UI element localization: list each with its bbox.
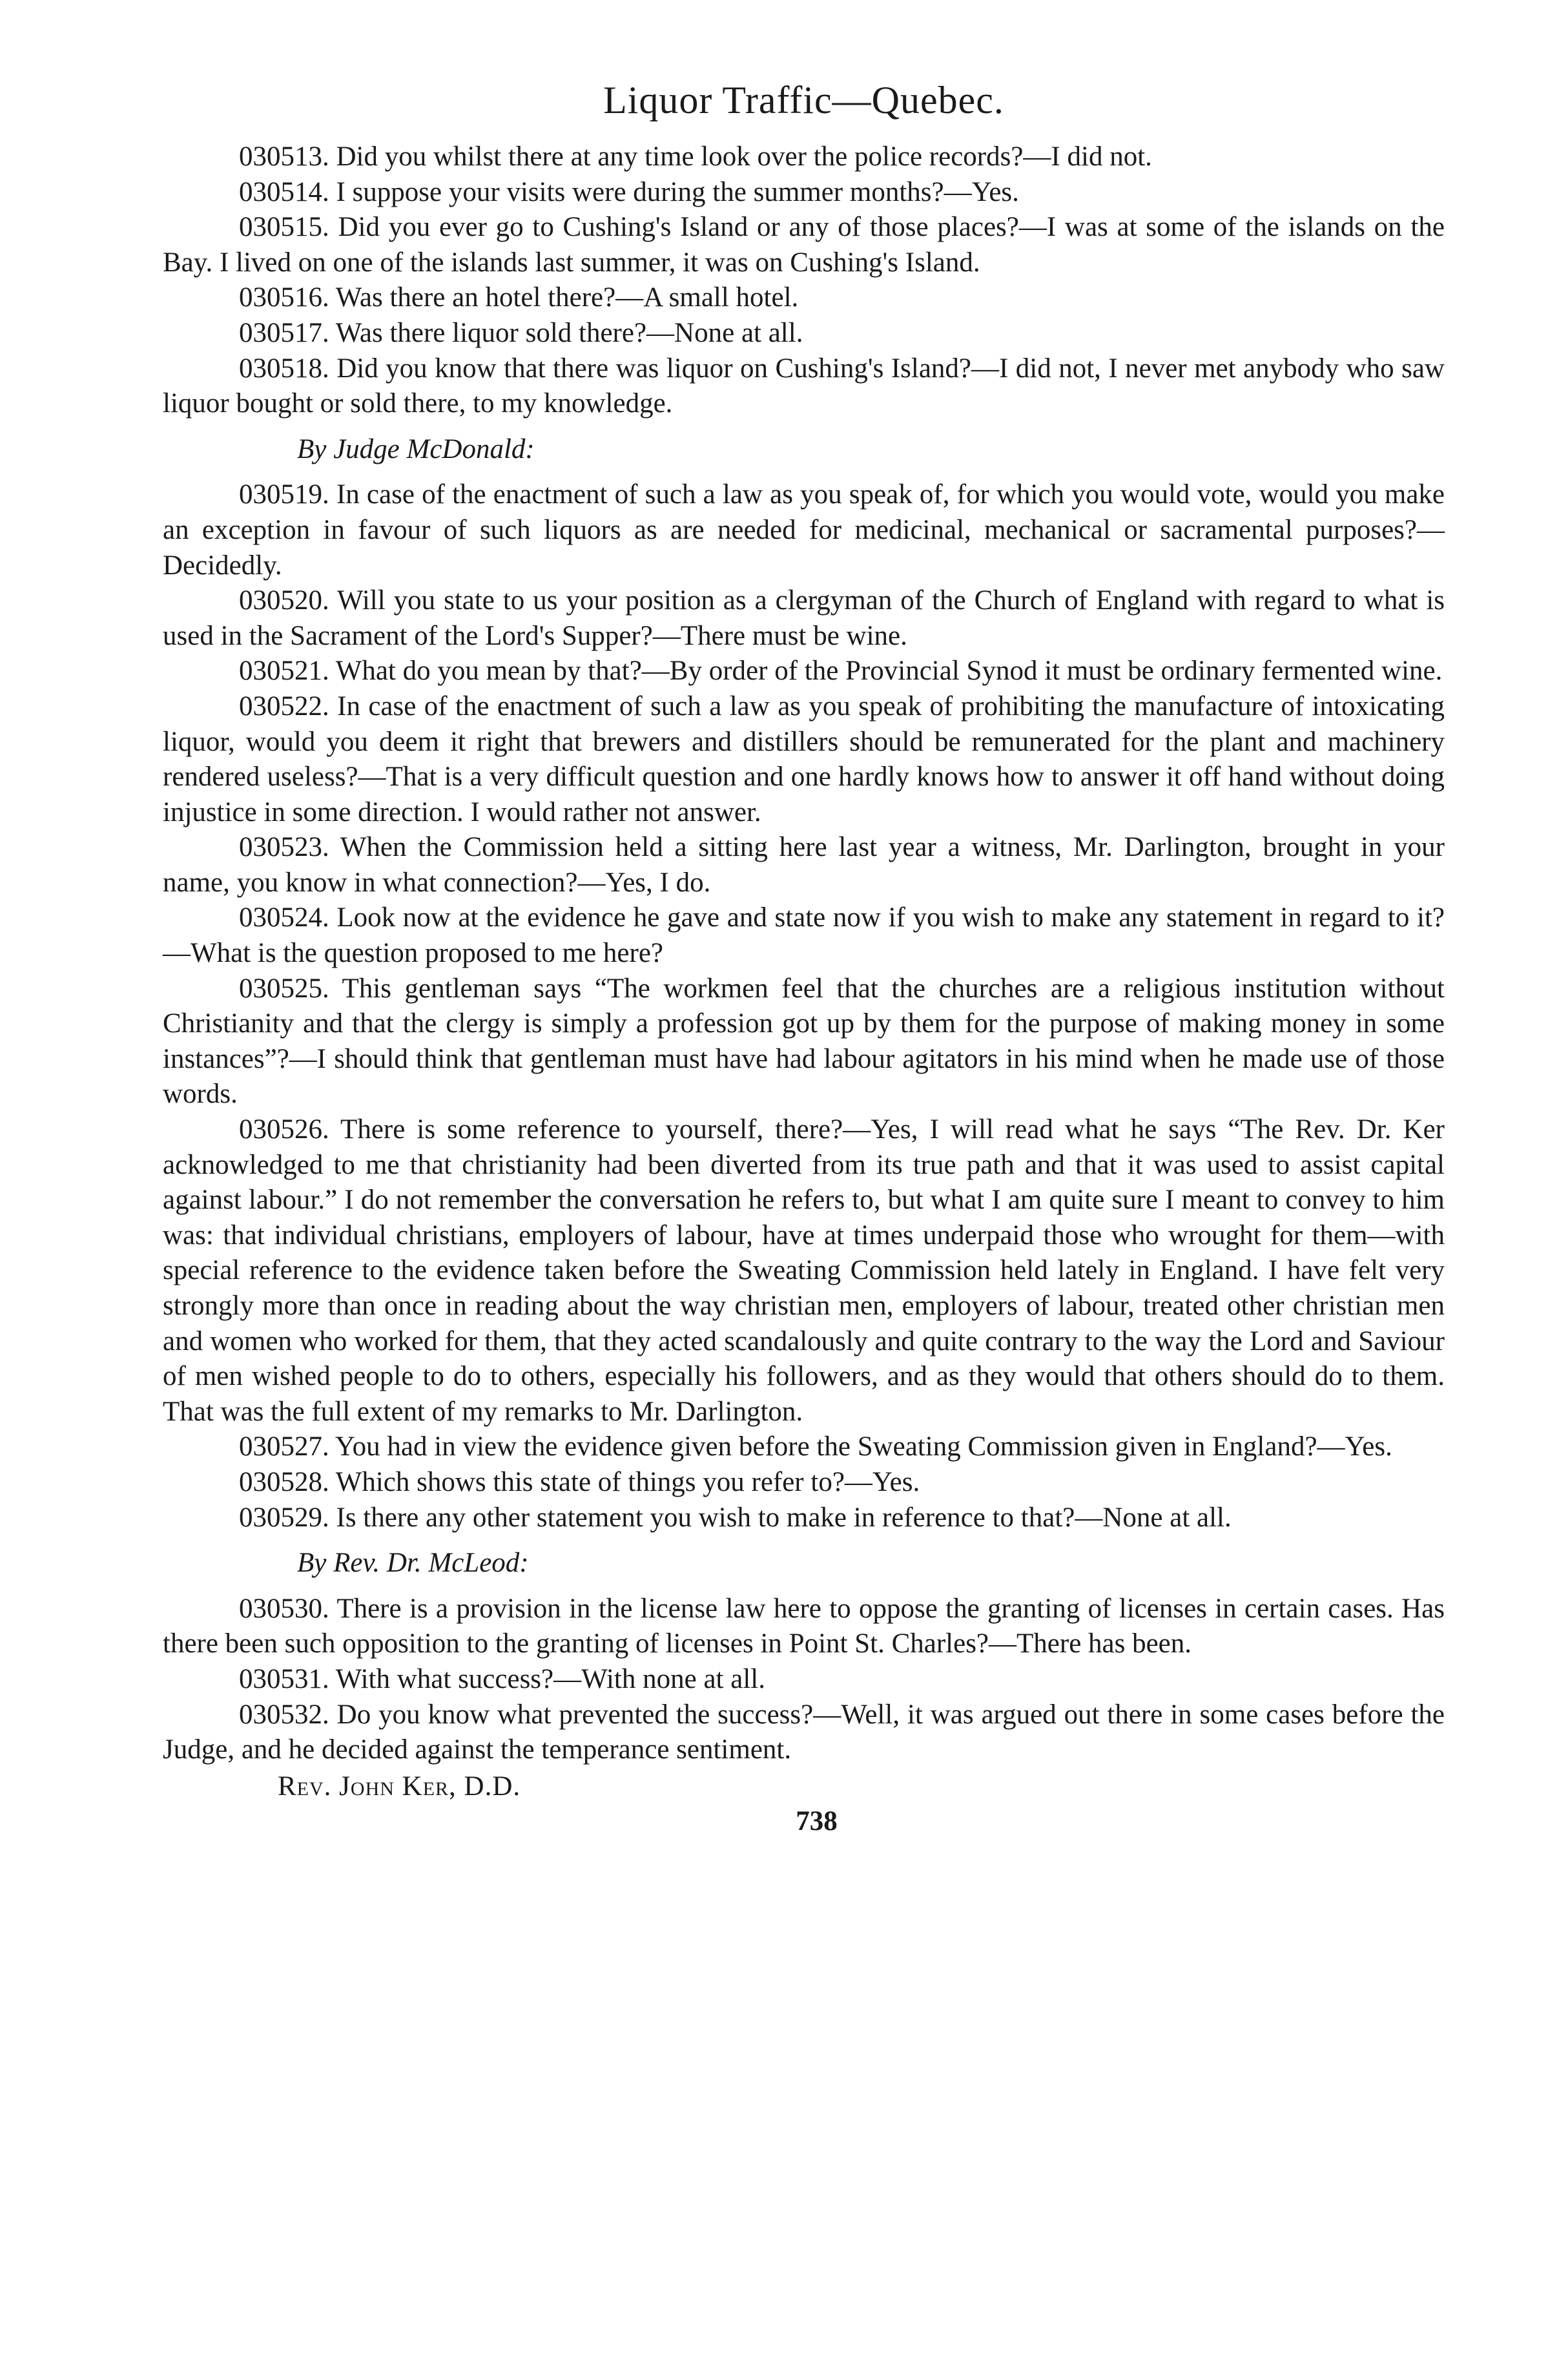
question-number: 030530.	[239, 1593, 329, 1624]
examiner-heading: By Judge McDonald:	[297, 433, 535, 464]
question-text: With what success?—With none at all.	[335, 1663, 765, 1694]
question-number: 030531.	[239, 1663, 329, 1694]
question-number: 030519.	[239, 479, 329, 510]
question-text: There is some reference to yourself, there?—Yes, I will read what he says “The Rev. Dr. Ker acknowledged to me that christianity had been diverted from its true path and that it was used to assist capital against labour.” I do not remember the conversation he refers to, but what I am quite sure I meant to convey to him was: that individual christians, employers of labour, have at times underpaid those who wrought for them—with special reference to the evidence taken before the Sweating Commission held lately in England. I have felt very strongly more than once in reading about the way christian men, employers of labour, treated other christian men and women who worked for them, that they acted scandalously and quite contrary to the way the Lord and Saviour of men wished people to do to others, especially his followers, and as they would that others should do to them. That was the full extent of my remarks to Mr. Darlington.	[163, 1114, 1445, 1427]
question-number: 030528.	[239, 1466, 329, 1497]
question-answer	[163, 1112, 1445, 1429]
question-number: 030524.	[239, 902, 329, 933]
question-answer	[163, 654, 1445, 689]
question-number: 030514.	[239, 176, 329, 207]
question-answer	[163, 210, 1445, 280]
question-text: Did you know that there was liquor on Cushing's Island?—I did not, I never met anybody who saw liquor bought or sold there, to my knowledge.	[163, 353, 1445, 419]
question-number: 030529.	[239, 1502, 329, 1533]
page-number: 738	[796, 1806, 838, 1837]
question-number: 030522.	[239, 691, 329, 722]
question-answer	[163, 1429, 1445, 1465]
question-text: Do you know what prevented the success?—Well, it was argued out there in some cases before the Judge, and he decided against the temperance sentiment.	[163, 1699, 1445, 1765]
question-number: 030532.	[239, 1699, 329, 1730]
testimony-body	[163, 140, 1445, 1768]
question-text: What do you mean by that?—By order of the Provincial Synod it must be ordinary fermented wine.	[335, 656, 1443, 687]
document-page	[163, 78, 1445, 2300]
question-answer	[163, 689, 1445, 830]
question-text: Was there an hotel there?—A small hotel.	[335, 282, 799, 313]
question-number: 030526.	[239, 1114, 329, 1145]
running-head: Liquor Traffic—Quebec.	[603, 79, 1004, 121]
question-text: There is a provision in the license law here to oppose the granting of licenses in certain cases. Has there been such opposition to the granting of licenses in Point St. Charles?—There has been.	[163, 1593, 1445, 1659]
question-answer	[163, 1698, 1445, 1768]
question-text: In case of the enactment of such a law as you speak of, for which you would vote, would you make an exception in favour of such liquors as are needed for medicinal, mechanical or sacramental purposes?—Decidedly.	[163, 479, 1445, 581]
examiner-heading: By Rev. Dr. McLeod:	[297, 1548, 529, 1579]
question-text: Look now at the evidence he gave and state now if you wish to make any statement in regard to it?—What is the question proposed to me here?	[163, 902, 1445, 969]
question-text: In case of the enactment of such a law as you speak of prohibiting the manufacture of intoxicating liquor, would you deem it right that brewers and distillers should be remunerated for the plant and machinery rendered useless?—That is a very difficult question and one hardly knows how to answer it off hand without doing injustice in some direction. I would rather not answer.	[163, 691, 1445, 827]
question-answer	[163, 316, 1445, 351]
question-text: You had in view the evidence given before the Sweating Commission given in England?—Yes.	[335, 1431, 1392, 1462]
question-text: Did you ever go to Cushing's Island or any of those places?—I was at some of the islands on the Bay. I lived on one of the islands last summer, it was on Cushing's Island.	[163, 212, 1445, 278]
question-answer	[163, 900, 1445, 971]
question-text: Was there liquor sold there?—None at all.	[335, 317, 803, 348]
question-number: 030516.	[239, 282, 329, 313]
question-answer	[163, 140, 1445, 175]
question-number: 030521.	[239, 656, 329, 687]
question-answer	[163, 351, 1445, 422]
question-text: I suppose your visits were during the summer months?—Yes.	[336, 176, 1019, 207]
question-answer	[163, 583, 1445, 654]
question-answer	[163, 1592, 1445, 1662]
question-answer	[163, 1465, 1445, 1501]
question-text: Which shows this state of things you refer to?—Yes.	[335, 1466, 920, 1497]
question-number: 030523.	[239, 832, 329, 863]
question-number: 030515.	[239, 212, 329, 243]
question-answer	[163, 1501, 1445, 1536]
question-text: Will you state to us your position as a clergyman of the Church of England with regard to what is used in the Sacrament of the Lord's Supper?—There must be wine.	[163, 585, 1445, 651]
question-answer	[163, 1662, 1445, 1698]
question-text: Did you whilst there at any time look over the police records?—I did not.	[336, 141, 1152, 172]
question-text: This gentleman says “The workmen feel that the churches are a religious institution without Christianity and that the clergy is simply a profession got up by them for the purpose of making money in some instances”?—I should think that gentleman must have had labour agitators in his mind when he made use of those words.	[163, 973, 1445, 1110]
question-answer	[163, 972, 1445, 1112]
question-number: 030527.	[239, 1431, 329, 1462]
question-text: Is there any other statement you wish to make in reference to that?—None at all.	[336, 1502, 1232, 1533]
question-answer	[163, 175, 1445, 211]
question-answer	[163, 477, 1445, 583]
question-number: 030517.	[239, 317, 329, 348]
witness-signature: Rev. John Ker, D.D.	[278, 1771, 521, 1802]
question-number: 030518.	[239, 353, 329, 384]
question-number: 030520.	[239, 585, 329, 616]
question-number: 030513.	[239, 141, 329, 172]
question-text: When the Commission held a sitting here last year a witness, Mr. Darlington, brought in your name, you know in what connection?—Yes, I do.	[163, 832, 1445, 898]
question-answer	[163, 830, 1445, 900]
question-number: 030525.	[239, 973, 329, 1004]
question-answer	[163, 280, 1445, 316]
